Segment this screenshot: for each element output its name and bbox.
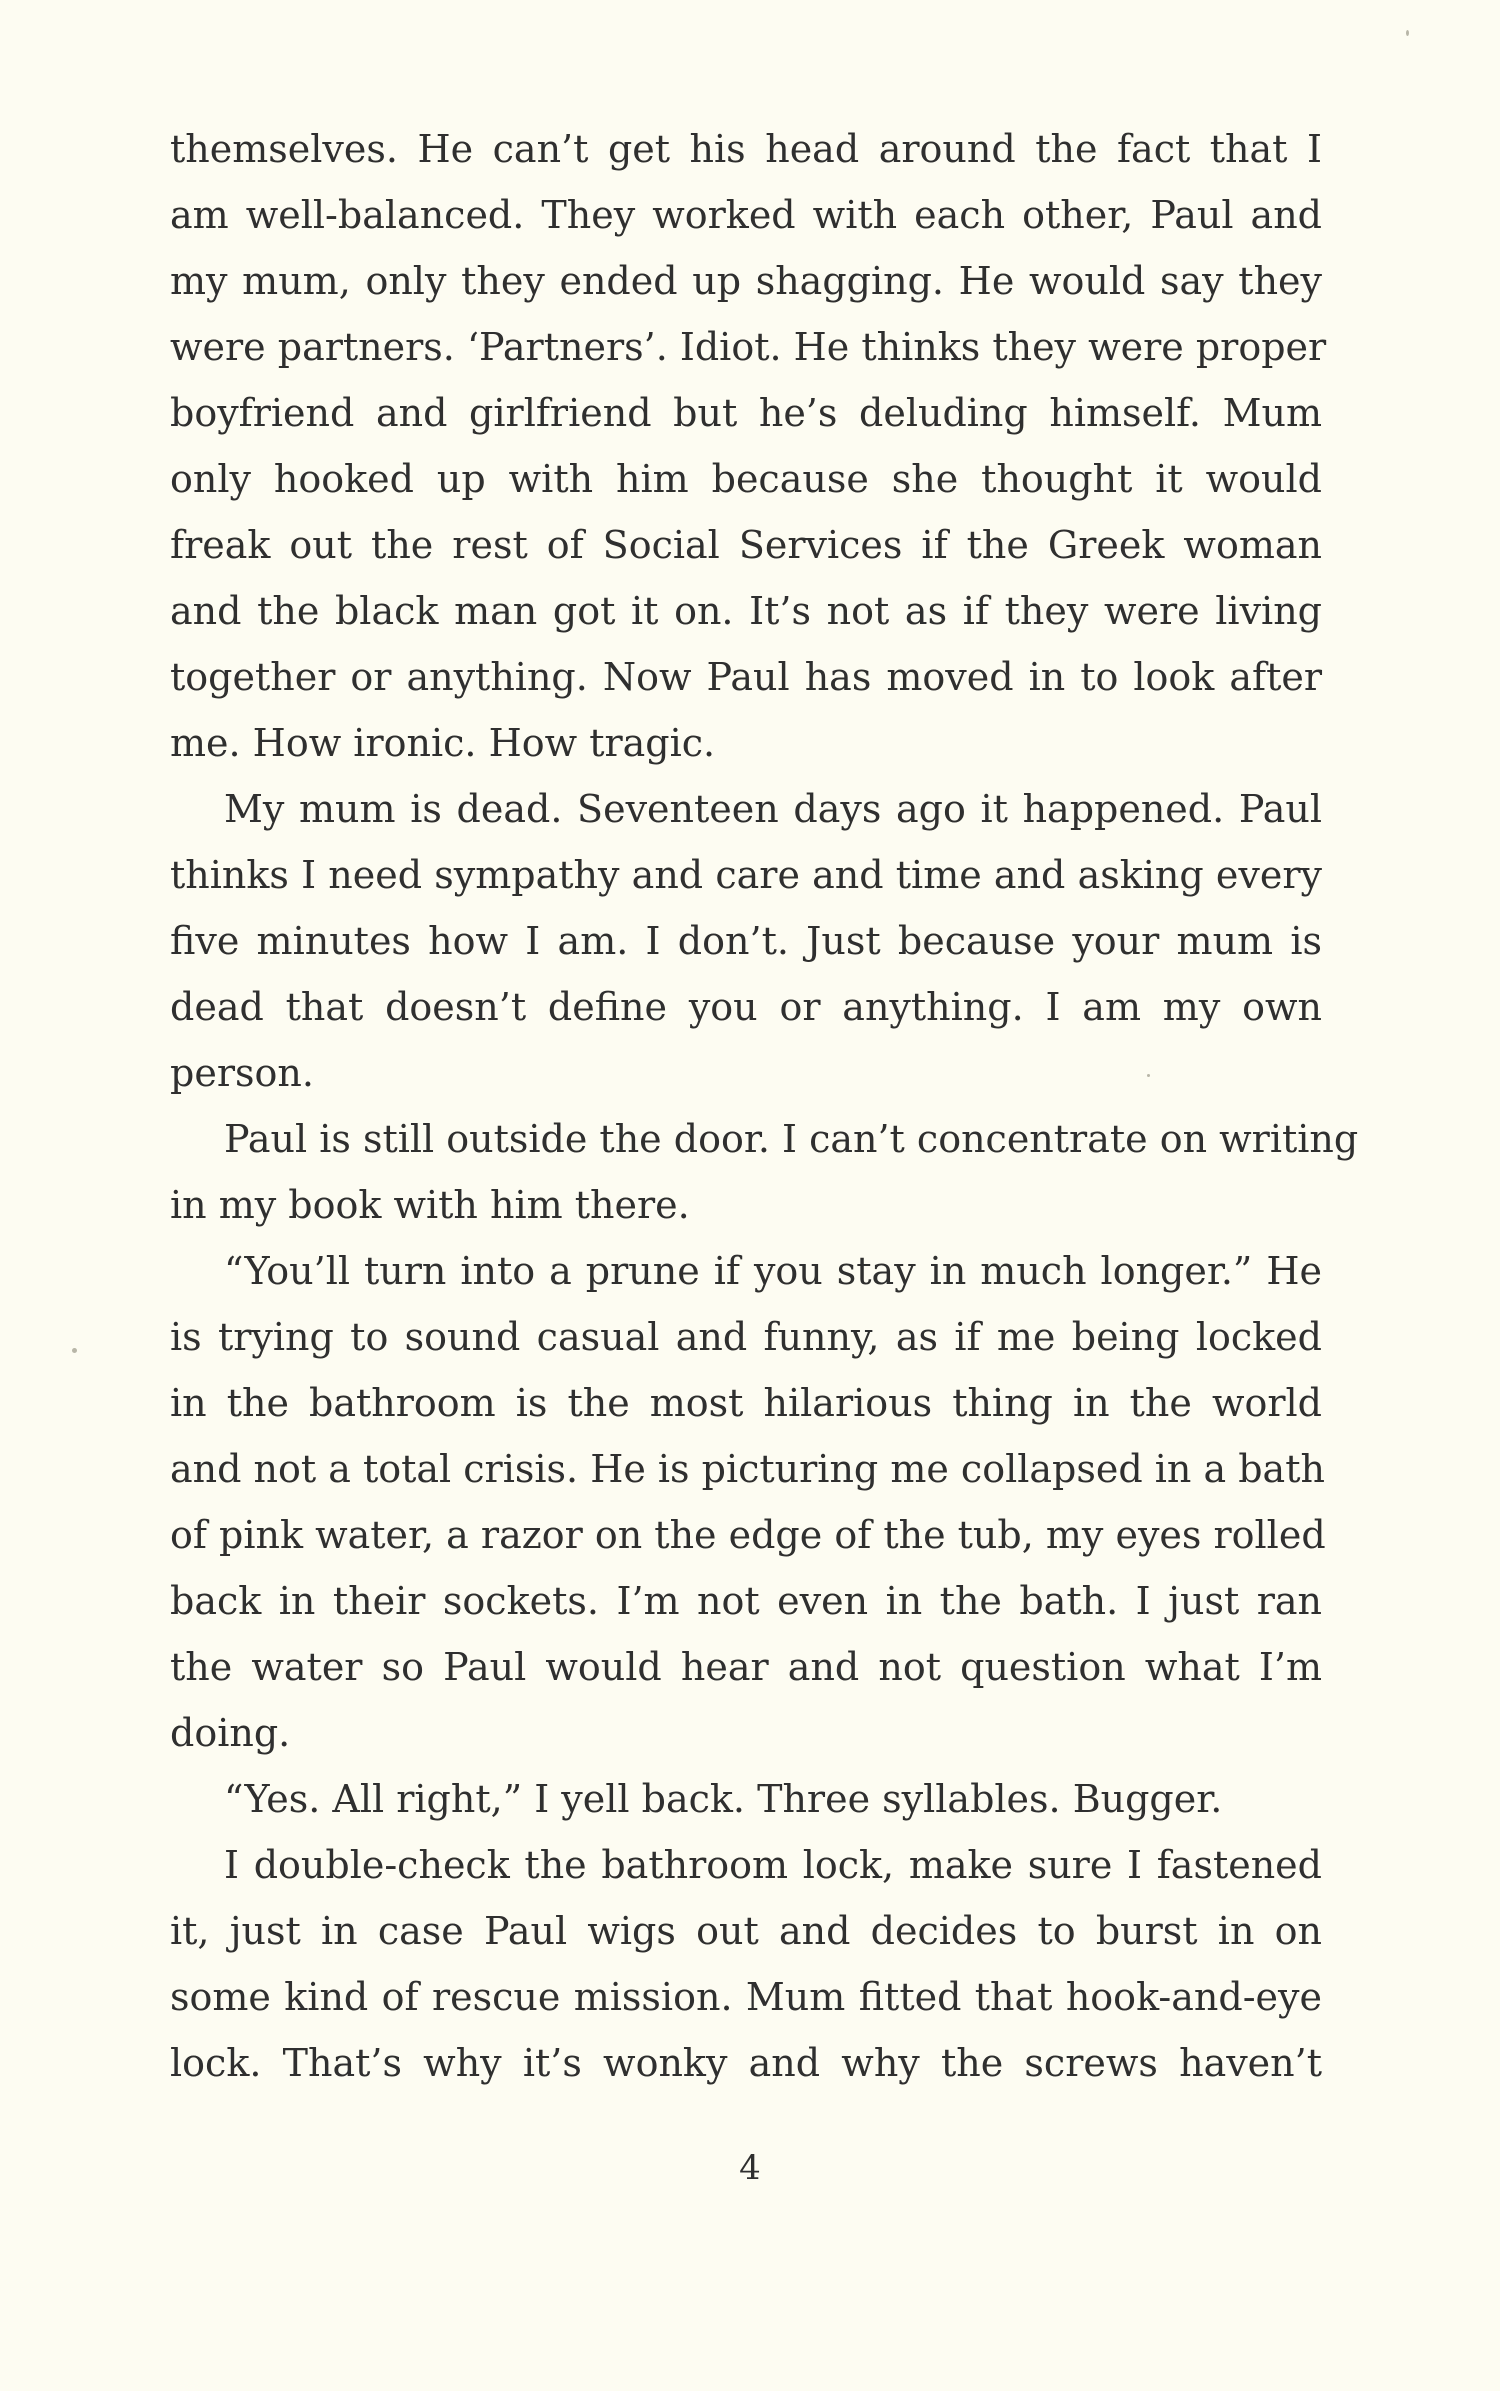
text-line: My mum is dead. Seventeen days ago it happened. Paul <box>224 787 1322 831</box>
text-line: five minutes how I am. I don’t. Just because your mum is <box>170 919 1322 963</box>
text-line: boyfriend and girlfriend but he’s deluding himself. Mum <box>170 391 1322 435</box>
text-line: am well-balanced. They worked with each other, Paul and <box>170 193 1322 237</box>
text-line: back in their sockets. I’m not even in the bath. I just ran <box>170 1579 1322 1623</box>
text-line: is trying to sound casual and funny, as if me being locked <box>170 1315 1322 1359</box>
text-line: thinks I need sympathy and care and time and asking every <box>170 853 1322 897</box>
text-line: “Yes. All right,” I yell back. Three syllables. Bugger. <box>224 1777 1223 1821</box>
paper-speck <box>72 1348 77 1353</box>
text-line: Paul is still outside the door. I can’t concentrate on writing <box>224 1117 1359 1161</box>
text-line: my mum, only they ended up shagging. He would say they <box>170 259 1322 303</box>
text-line: in my book with him there. <box>170 1183 690 1227</box>
text-line: were partners. ‘Partners’. Idiot. He thinks they were proper <box>170 325 1327 369</box>
page-number: 4 <box>739 2148 761 2188</box>
text-line: of pink water, a razor on the edge of the tub, my eyes rolled <box>170 1513 1326 1557</box>
text-line: in the bathroom is the most hilarious thing in the world <box>170 1381 1322 1425</box>
text-line: dead that doesn’t define you or anything. I am my own <box>170 985 1322 1029</box>
text-line: only hooked up with him because she thought it would <box>170 457 1322 501</box>
text-line: some kind of rescue mission. Mum fitted that hook-and-eye <box>170 1975 1322 2019</box>
text-line: I double-check the bathroom lock, make sure I fastened <box>224 1843 1322 1887</box>
text-line: and not a total crisis. He is picturing me collapsed in a bath <box>170 1447 1325 1491</box>
text-line: “You’ll turn into a prune if you stay in much longer.” He <box>224 1249 1322 1293</box>
text-line: the water so Paul would hear and not question what I’m <box>170 1645 1322 1689</box>
text-line: themselves. He can’t get his head around the fact that I <box>170 127 1322 171</box>
text-line: it, just in case Paul wigs out and decides to burst in on <box>170 1909 1322 1953</box>
text-line: together or anything. Now Paul has moved in to look after <box>170 655 1322 699</box>
text-line: and the black man got it on. It’s not as if they were living <box>170 589 1322 633</box>
text-line: doing. <box>170 1711 291 1755</box>
text-line: freak out the rest of Social Services if the Greek woman <box>170 523 1322 567</box>
text-line: me. How ironic. How tragic. <box>170 721 716 765</box>
body-text <box>170 116 1359 2096</box>
text-line: person. <box>170 1051 314 1095</box>
paper-speck <box>1406 30 1409 36</box>
text-line: lock. That’s why it’s wonky and why the screws haven’t <box>170 2041 1322 2085</box>
paper-speck <box>1147 1074 1150 1077</box>
